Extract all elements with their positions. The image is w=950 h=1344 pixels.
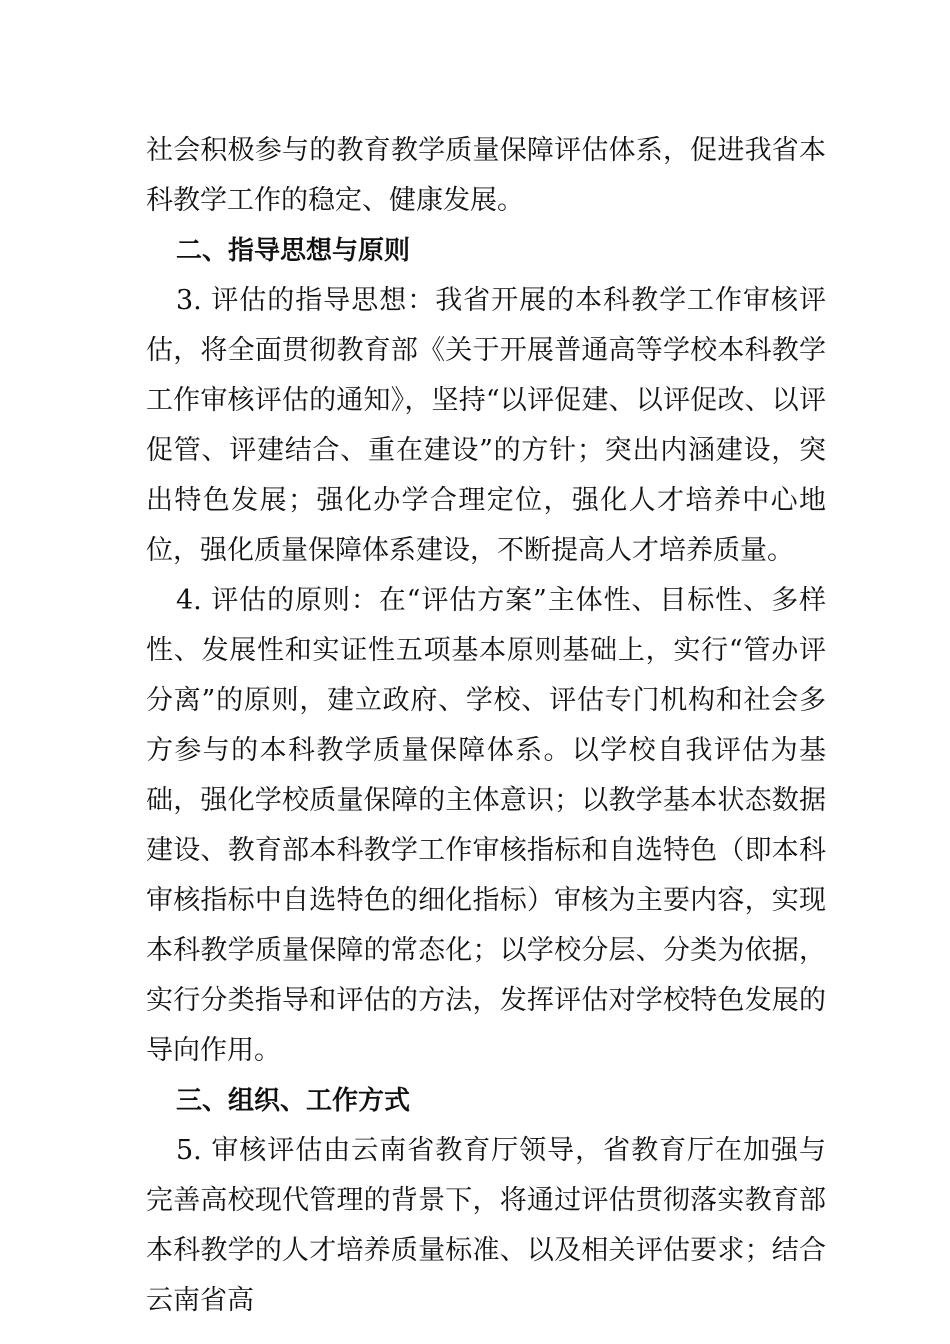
paragraph-intro-continuation: 社会积极参与的教育教学质量保障评估体系，促进我省本科教学工作的稳定、健康发展。 — [146, 135, 826, 216]
document-body — [146, 126, 826, 1326]
paragraph-4-principles: 4. 评估的原则：在“评估方案”主体性、目标性、多样性、发展性和实证性五项基本原则基础上，实行“管办评分离”的原则，建立政府、学校、评估专门机构和社会多方参与的本科教学质量保障体系。以学校自我评估为基础，强化学校质量保障的主体意识；以教学基本状态数据建设、教育部本科教学工作审核指标和自选特色（即本科审核指标中自选特色的细化指标）审核为主要内容，实现本科教学质量保障的常态化；以学校分层、分类为依据，实行分类指导和评估的方法，发挥评估对学校特色发展的导向作用。 — [146, 585, 826, 1066]
section-heading-organization: 三、组织、工作方式 — [176, 1086, 411, 1116]
section-heading-guiding-principles: 二、指导思想与原则 — [176, 236, 411, 266]
paragraph-5-organization: 5. 审核评估由云南省教育厅领导，省教育厅在加强与完善高校现代管理的背景下，将通过评估贯彻落实教育部本科教学的人才培养质量标准、以及相关评估要求；结合云南省高 — [146, 1135, 826, 1316]
paragraph-3-guiding-thought: 3. 评估的指导思想：我省开展的本科教学工作审核评估，将全面贯彻教育部《关于开展普通高等学校本科教学工作审核评估的通知》，坚持“以评促建、以评促改、以评促管、评建结合、重在建设”的方针；突出内涵建设，突出特色发展；强化办学合理定位，强化人才培养中心地位，强化质量保障体系建设，不断提高人才培养质量。 — [146, 285, 826, 566]
